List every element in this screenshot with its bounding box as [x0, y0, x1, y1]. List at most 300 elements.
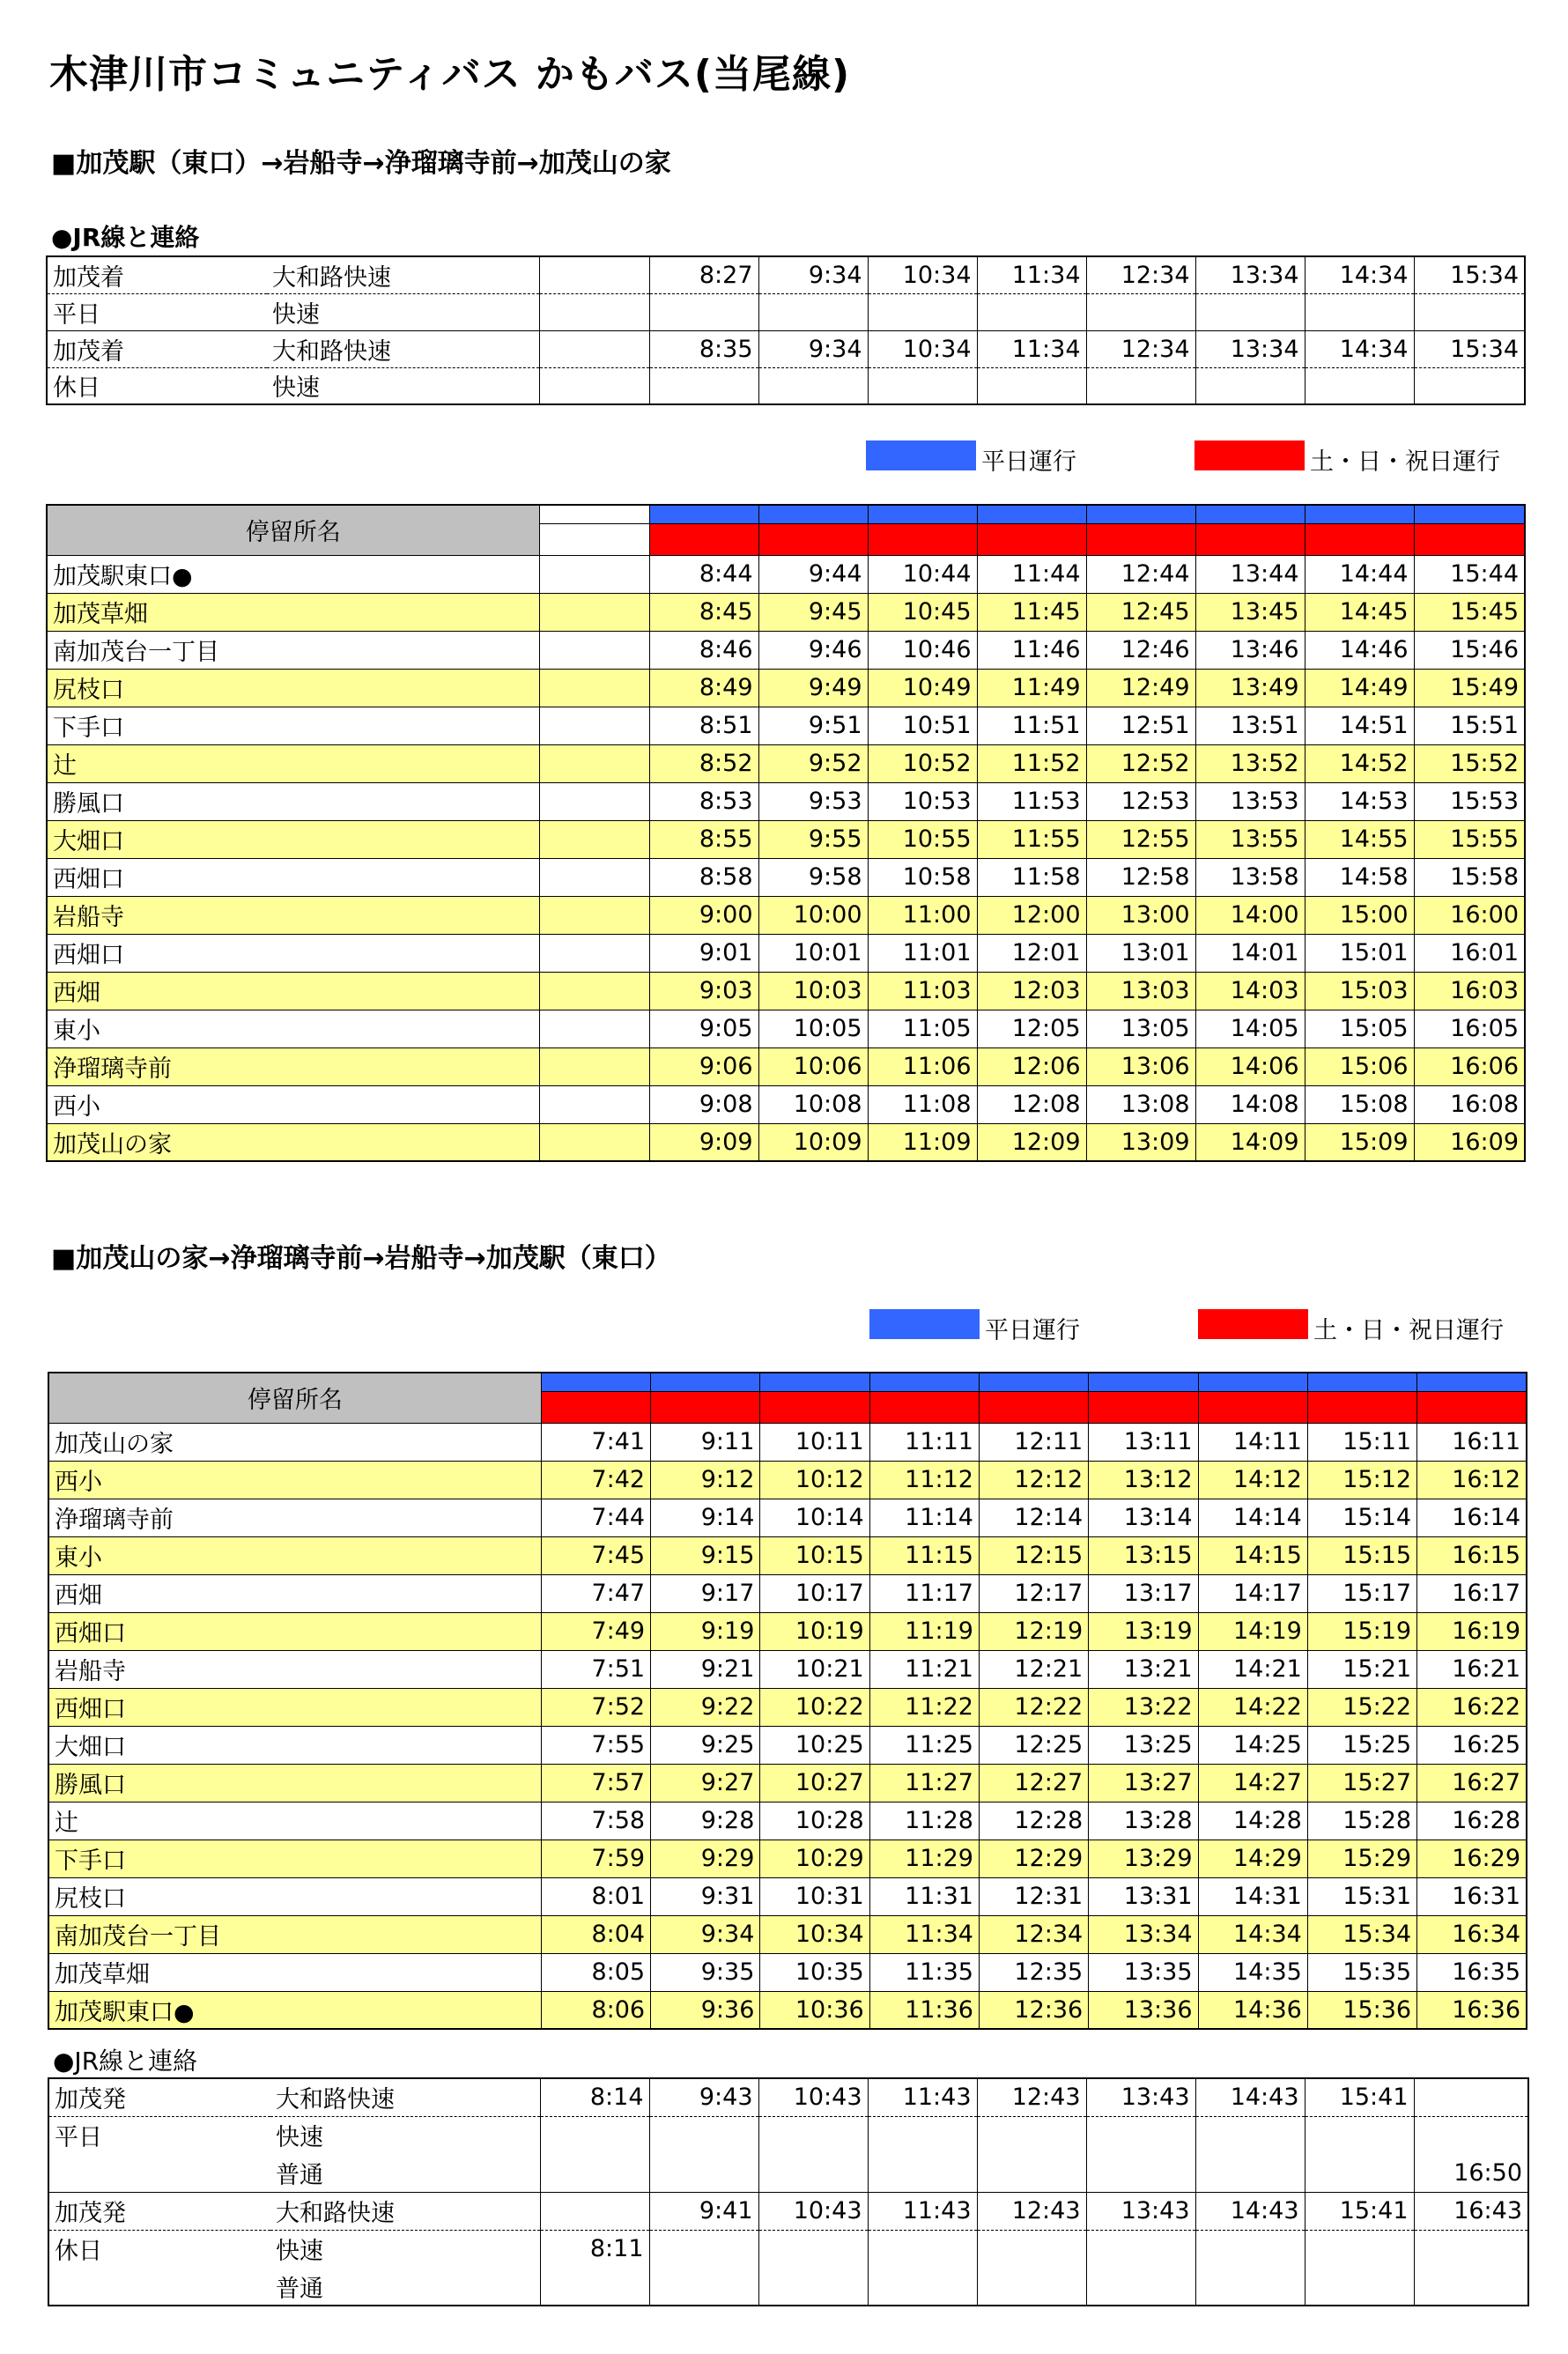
jr-time-cell — [1086, 2154, 1195, 2192]
time-cell: 14:35 — [1198, 1953, 1307, 1991]
table-row — [47, 669, 1525, 707]
time-cell: 12:35 — [979, 1953, 1088, 1991]
jr-time-cell — [1414, 2116, 1528, 2154]
time-cell: 13:01 — [1086, 934, 1195, 972]
time-cell: 13:25 — [1089, 1726, 1198, 1764]
jr-connection-table-2 — [48, 2077, 1529, 2306]
jr-time-cell: 10:43 — [758, 2078, 868, 2116]
weekday-indicator — [979, 1373, 1088, 1391]
time-cell: 11:12 — [869, 1461, 979, 1499]
holiday-indicator — [1195, 523, 1305, 555]
jr-time-cell — [1414, 2078, 1528, 2116]
table-row — [48, 1536, 1527, 1574]
section2-jr-note: ●JR線と連絡 — [53, 2047, 198, 2076]
time-cell: 10:49 — [868, 669, 977, 707]
jr-time-cell — [758, 2268, 868, 2306]
jr-time-cell — [1086, 2230, 1195, 2268]
time-cell: 7:47 — [541, 1574, 650, 1612]
jr-time-cell — [649, 2230, 758, 2268]
weekday-indicator — [651, 1373, 760, 1391]
time-cell: 12:49 — [1086, 669, 1195, 707]
time-cell: 10:12 — [760, 1461, 869, 1499]
time-cell: 14:49 — [1305, 669, 1414, 707]
jr-time-cell — [1195, 2268, 1305, 2306]
time-cell: 15:35 — [1307, 1953, 1416, 1991]
legend-holiday-swatch — [1194, 440, 1305, 470]
jr-row — [47, 256, 1525, 293]
time-cell: 15:22 — [1307, 1688, 1416, 1726]
jr-time-cell — [758, 367, 868, 404]
jr-row — [48, 2192, 1528, 2230]
time-cell: 15:34 — [1307, 1915, 1416, 1953]
jr-station-label — [48, 2268, 270, 2306]
time-cell: 8:58 — [649, 858, 758, 896]
time-cell: 15:01 — [1305, 934, 1414, 972]
time-cell: 15:36 — [1307, 1991, 1416, 2029]
time-cell: 10:17 — [760, 1574, 869, 1612]
time-cell: 12:55 — [1086, 820, 1195, 858]
time-cell: 15:45 — [1414, 593, 1525, 631]
jr-time-cell: 12:43 — [977, 2192, 1086, 2230]
time-cell: 13:11 — [1089, 1423, 1198, 1461]
weekday-indicator — [1089, 1373, 1198, 1391]
stop-name: 西小 — [47, 1085, 539, 1123]
time-cell: 12:11 — [979, 1423, 1088, 1461]
time-cell: 12:52 — [1086, 744, 1195, 782]
jr-time-cell — [540, 2192, 649, 2230]
jr-train-type: 普通 — [276, 2275, 323, 2303]
jr-train-type: 快速 — [267, 293, 539, 330]
time-cell: 15:46 — [1414, 631, 1525, 669]
time-cell: 13:09 — [1086, 1123, 1195, 1161]
time-cell: 9:51 — [758, 707, 868, 744]
blank-cell — [539, 1010, 649, 1047]
jr-time-cell: 10:34 — [868, 330, 977, 367]
time-cell: 14:01 — [1195, 934, 1305, 972]
legend-holiday-label: 土・日・祝日運行 — [1313, 1317, 1504, 1344]
time-cell: 14:03 — [1195, 972, 1305, 1010]
weekday-indicator — [649, 505, 758, 523]
holiday-indicator — [1307, 1391, 1416, 1423]
blank-cell — [539, 934, 649, 972]
jr-time-cell — [1086, 2116, 1195, 2154]
blank-cell — [539, 782, 649, 820]
time-cell: 9:21 — [651, 1650, 760, 1688]
blank-header-cell — [539, 505, 649, 523]
holiday-indicator — [649, 523, 758, 555]
jr-time-cell — [977, 2230, 1086, 2268]
time-cell: 11:09 — [868, 1123, 977, 1161]
jr-time-cell — [539, 367, 649, 404]
table-row — [47, 782, 1525, 820]
stop-name: 尻枝口 — [47, 669, 539, 707]
time-cell: 13:31 — [1089, 1877, 1198, 1915]
time-cell: 10:19 — [760, 1612, 869, 1650]
time-cell: 14:11 — [1198, 1423, 1307, 1461]
jr-time-cell — [1414, 2268, 1528, 2306]
jr-time-cell: 10:43 — [758, 2192, 868, 2230]
table-row — [47, 555, 1525, 593]
time-cell: 11:08 — [868, 1085, 977, 1123]
time-cell: 15:58 — [1414, 858, 1525, 896]
legend-2 — [869, 1309, 1530, 1344]
time-cell: 15:49 — [1414, 669, 1525, 707]
legend-holiday-swatch — [1198, 1309, 1308, 1339]
time-cell: 16:11 — [1417, 1423, 1527, 1461]
jr-time-cell — [868, 2230, 977, 2268]
time-cell: 13:08 — [1086, 1085, 1195, 1123]
jr-time-cell — [539, 330, 649, 367]
blank-cell — [539, 631, 649, 669]
time-cell: 10:58 — [868, 858, 977, 896]
time-cell: 11:00 — [868, 896, 977, 934]
jr-time-cell: 13:34 — [1195, 256, 1305, 293]
stop-name: 加茂駅東口● — [48, 1991, 541, 2029]
time-cell: 14:58 — [1305, 858, 1414, 896]
time-cell: 12:36 — [979, 1991, 1088, 2029]
time-cell: 14:05 — [1195, 1010, 1305, 1047]
time-cell: 12:17 — [979, 1574, 1088, 1612]
time-cell: 8:04 — [541, 1915, 650, 1953]
time-cell: 10:03 — [758, 972, 868, 1010]
time-cell: 11:28 — [869, 1802, 979, 1840]
jr-train-type: 快速 — [276, 2238, 323, 2266]
jr-time-cell: 8:27 — [649, 256, 758, 293]
time-cell: 14:21 — [1198, 1650, 1307, 1688]
time-cell: 9:34 — [651, 1915, 760, 1953]
holiday-indicator — [868, 523, 977, 555]
time-cell: 13:28 — [1089, 1802, 1198, 1840]
time-cell: 11:19 — [869, 1612, 979, 1650]
time-cell: 16:36 — [1417, 1991, 1527, 2029]
jr-time-cell — [649, 2268, 758, 2306]
legend-1 — [866, 440, 1527, 476]
time-cell: 9:29 — [651, 1840, 760, 1877]
time-cell: 15:00 — [1305, 896, 1414, 934]
holiday-indicator — [1305, 523, 1414, 555]
time-cell: 15:55 — [1414, 820, 1525, 858]
time-cell: 13:27 — [1089, 1764, 1198, 1802]
time-cell: 13:34 — [1089, 1915, 1198, 1953]
time-cell: 9:12 — [651, 1461, 760, 1499]
time-cell: 11:44 — [977, 555, 1086, 593]
holiday-indicator — [760, 1391, 869, 1423]
time-cell: 7:44 — [541, 1499, 650, 1536]
weekday-indicator — [1414, 505, 1525, 523]
stop-name: 加茂草畑 — [48, 1953, 541, 1991]
time-cell: 14:19 — [1198, 1612, 1307, 1650]
time-cell: 13:15 — [1089, 1536, 1198, 1574]
table-row — [47, 896, 1525, 934]
time-cell: 14:27 — [1198, 1764, 1307, 1802]
blank-cell — [539, 1085, 649, 1123]
time-cell: 12:31 — [979, 1877, 1088, 1915]
timetable-outbound — [46, 504, 1526, 1162]
time-cell: 9:09 — [649, 1123, 758, 1161]
time-cell: 7:58 — [541, 1802, 650, 1840]
jr-time-cell — [1086, 367, 1195, 404]
time-cell: 15:03 — [1305, 972, 1414, 1010]
jr-time-cell: 14:43 — [1195, 2192, 1305, 2230]
jr-time-cell — [1305, 2268, 1414, 2306]
jr-train-type: 大和路快速 — [267, 330, 539, 367]
time-cell: 11:35 — [869, 1953, 979, 1991]
time-cell: 11:58 — [977, 858, 1086, 896]
jr-time-cell — [1195, 367, 1305, 404]
jr-time-cell — [649, 2116, 758, 2154]
header-row-weekday — [48, 1373, 1527, 1391]
time-cell: 9:00 — [649, 896, 758, 934]
time-cell: 15:19 — [1307, 1612, 1416, 1650]
jr-time-cell — [1305, 2230, 1414, 2268]
time-cell: 13:22 — [1089, 1688, 1198, 1726]
table-row — [47, 1010, 1525, 1047]
jr-time-cell: 9:34 — [758, 256, 868, 293]
time-cell: 7:59 — [541, 1840, 650, 1877]
time-cell: 14:15 — [1198, 1536, 1307, 1574]
jr-time-cell — [758, 2154, 868, 2192]
time-cell: 7:57 — [541, 1764, 650, 1802]
blank-cell — [539, 1123, 649, 1161]
weekday-indicator — [541, 1373, 650, 1391]
time-cell: 12:00 — [977, 896, 1086, 934]
jr-time-cell — [1086, 2268, 1195, 2306]
table-row — [47, 934, 1525, 972]
time-cell: 14:25 — [1198, 1726, 1307, 1764]
jr-row — [48, 2078, 1528, 2116]
time-cell: 12:46 — [1086, 631, 1195, 669]
page-title: 木津川市コミュニティバス かもバス(当尾線) — [49, 52, 851, 97]
time-cell: 8:44 — [649, 555, 758, 593]
stop-name: 東小 — [47, 1010, 539, 1047]
time-cell: 15:05 — [1305, 1010, 1414, 1047]
legend-weekday-swatch — [869, 1309, 980, 1339]
time-cell: 16:05 — [1414, 1010, 1525, 1047]
stop-name: 西畑 — [47, 972, 539, 1010]
weekday-indicator — [1195, 505, 1305, 523]
time-cell: 9:52 — [758, 744, 868, 782]
jr-station-label — [48, 2154, 270, 2192]
jr-time-cell: 11:43 — [868, 2078, 977, 2116]
time-cell: 15:25 — [1307, 1726, 1416, 1764]
time-cell: 9:08 — [649, 1085, 758, 1123]
jr-station-label: 加茂発 — [48, 2078, 270, 2116]
jr-train-type: 快速 — [272, 374, 320, 403]
table-row — [48, 1423, 1527, 1461]
jr-station-label: 加茂着 — [47, 256, 267, 293]
time-cell: 7:41 — [541, 1423, 650, 1461]
jr-station-label: 加茂着 — [47, 330, 267, 367]
time-cell: 11:05 — [868, 1010, 977, 1047]
time-cell: 11:17 — [869, 1574, 979, 1612]
table-row — [48, 1650, 1527, 1688]
time-cell: 10:45 — [868, 593, 977, 631]
blank-cell — [539, 707, 649, 744]
section2-heading: ■加茂山の家→浄瑠璃寺前→岩船寺→加茂駅（東口） — [51, 1243, 671, 1274]
jr-time-cell — [1305, 293, 1414, 330]
time-cell: 12:51 — [1086, 707, 1195, 744]
jr-time-cell: 9:41 — [649, 2192, 758, 2230]
jr-time-cell — [758, 2230, 868, 2268]
table-row — [48, 1915, 1527, 1953]
time-cell: 14:53 — [1305, 782, 1414, 820]
header-row-weekday — [47, 505, 1525, 523]
time-cell: 11:21 — [869, 1650, 979, 1688]
jr-train-type: 快速 — [276, 2124, 323, 2152]
jr-row — [47, 367, 1525, 404]
time-cell: 16:17 — [1417, 1574, 1527, 1612]
time-cell: 15:15 — [1307, 1536, 1416, 1574]
time-cell: 13:06 — [1086, 1047, 1195, 1085]
time-cell: 12:06 — [977, 1047, 1086, 1085]
time-cell: 11:22 — [869, 1688, 979, 1726]
time-cell: 15:12 — [1307, 1461, 1416, 1499]
time-cell: 9:14 — [651, 1499, 760, 1536]
time-cell: 10:15 — [760, 1536, 869, 1574]
time-cell: 11:51 — [977, 707, 1086, 744]
time-cell: 14:00 — [1195, 896, 1305, 934]
time-cell: 10:08 — [758, 1085, 868, 1123]
weekday-indicator — [977, 505, 1086, 523]
time-cell: 13:46 — [1195, 631, 1305, 669]
time-cell: 7:52 — [541, 1688, 650, 1726]
time-cell: 10:46 — [868, 631, 977, 669]
time-cell: 8:46 — [649, 631, 758, 669]
table-row — [48, 1461, 1527, 1499]
time-cell: 11:03 — [868, 972, 977, 1010]
time-cell: 16:03 — [1414, 972, 1525, 1010]
table-row — [47, 972, 1525, 1010]
time-cell: 16:35 — [1417, 1953, 1527, 1991]
stop-name-header: 停留所名 — [48, 1373, 541, 1423]
legend-weekday-label: 平日運行 — [981, 448, 1076, 476]
jr-time-cell — [539, 256, 649, 293]
stop-name: 下手口 — [47, 707, 539, 744]
jr-time-cell — [977, 293, 1086, 330]
weekday-indicator — [760, 1373, 869, 1391]
time-cell: 8:53 — [649, 782, 758, 820]
blank-cell — [539, 555, 649, 593]
time-cell: 10:14 — [760, 1499, 869, 1536]
time-cell: 8:06 — [541, 1991, 650, 2029]
time-cell: 15:27 — [1307, 1764, 1416, 1802]
table-row — [48, 1877, 1527, 1915]
time-cell: 14:51 — [1305, 707, 1414, 744]
time-cell: 14:36 — [1198, 1991, 1307, 2029]
jr-time-cell — [868, 293, 977, 330]
time-cell: 8:05 — [541, 1953, 650, 1991]
time-cell: 13:44 — [1195, 555, 1305, 593]
time-cell: 11:34 — [869, 1915, 979, 1953]
jr-time-cell — [1305, 2154, 1414, 2192]
jr-time-cell — [649, 2154, 758, 2192]
time-cell: 12:09 — [977, 1123, 1086, 1161]
time-cell: 14:14 — [1198, 1499, 1307, 1536]
time-cell: 16:06 — [1414, 1047, 1525, 1085]
time-cell: 12:03 — [977, 972, 1086, 1010]
holiday-indicator — [1086, 523, 1195, 555]
time-cell: 16:12 — [1417, 1461, 1527, 1499]
table-row — [47, 1047, 1525, 1085]
weekday-indicator — [1086, 505, 1195, 523]
time-cell: 7:55 — [541, 1726, 650, 1764]
time-cell: 11:01 — [868, 934, 977, 972]
time-cell: 10:28 — [760, 1802, 869, 1840]
time-cell: 11:52 — [977, 744, 1086, 782]
weekday-indicator — [1305, 505, 1414, 523]
stop-name: 東小 — [48, 1536, 541, 1574]
time-cell: 12:29 — [979, 1840, 1088, 1877]
jr-time-cell: 12:34 — [1086, 256, 1195, 293]
jr-station-label: 休日 — [55, 2238, 102, 2266]
time-cell: 15:51 — [1414, 707, 1525, 744]
time-cell: 15:09 — [1305, 1123, 1414, 1161]
time-cell: 14:17 — [1198, 1574, 1307, 1612]
time-cell: 13:21 — [1089, 1650, 1198, 1688]
blank-cell — [539, 1047, 649, 1085]
time-cell: 9:28 — [651, 1802, 760, 1840]
blank-cell — [539, 669, 649, 707]
time-cell: 9:22 — [651, 1688, 760, 1726]
time-cell: 12:19 — [979, 1612, 1088, 1650]
time-cell: 9:03 — [649, 972, 758, 1010]
jr-time-cell: 8:35 — [649, 330, 758, 367]
jr-time-cell: 14:34 — [1305, 256, 1414, 293]
time-cell: 16:27 — [1417, 1764, 1527, 1802]
time-cell: 10:25 — [760, 1726, 869, 1764]
weekday-indicator — [758, 505, 868, 523]
time-cell: 9:53 — [758, 782, 868, 820]
time-cell: 12:05 — [977, 1010, 1086, 1047]
time-cell: 12:34 — [979, 1915, 1088, 1953]
time-cell: 10:11 — [760, 1423, 869, 1461]
table-row — [47, 820, 1525, 858]
time-cell: 15:06 — [1305, 1047, 1414, 1085]
time-cell: 9:55 — [758, 820, 868, 858]
time-cell: 14:09 — [1195, 1123, 1305, 1161]
time-cell: 10:06 — [758, 1047, 868, 1085]
jr-row — [48, 2268, 1528, 2306]
time-cell: 13:03 — [1086, 972, 1195, 1010]
time-cell: 8:49 — [649, 669, 758, 707]
weekday-indicator — [869, 1373, 979, 1391]
jr-time-cell: 16:43 — [1414, 2192, 1528, 2230]
jr-train-type: 普通 — [270, 2154, 540, 2192]
time-cell: 8:45 — [649, 593, 758, 631]
table-row — [48, 1574, 1527, 1612]
time-cell: 16:29 — [1417, 1840, 1527, 1877]
section1-jr-note: ●JR線と連絡 — [51, 223, 200, 252]
holiday-indicator — [758, 523, 868, 555]
jr-time-cell — [977, 2116, 1086, 2154]
time-cell: 14:52 — [1305, 744, 1414, 782]
legend-weekday-swatch — [866, 440, 976, 470]
time-cell: 9:35 — [651, 1953, 760, 1991]
time-cell: 12:58 — [1086, 858, 1195, 896]
stop-name: 西畑口 — [48, 1688, 541, 1726]
jr-time-cell: 10:34 — [868, 256, 977, 293]
blank-header-cell — [539, 523, 649, 555]
time-cell: 9:17 — [651, 1574, 760, 1612]
jr-row — [48, 2116, 1528, 2154]
time-cell: 16:14 — [1417, 1499, 1527, 1536]
timetable-inbound — [48, 1372, 1527, 2030]
stop-name: 加茂駅東口● — [47, 555, 539, 593]
holiday-indicator — [1089, 1391, 1198, 1423]
time-cell: 16:28 — [1417, 1802, 1527, 1840]
time-cell: 11:29 — [869, 1840, 979, 1877]
time-cell: 16:01 — [1414, 934, 1525, 972]
